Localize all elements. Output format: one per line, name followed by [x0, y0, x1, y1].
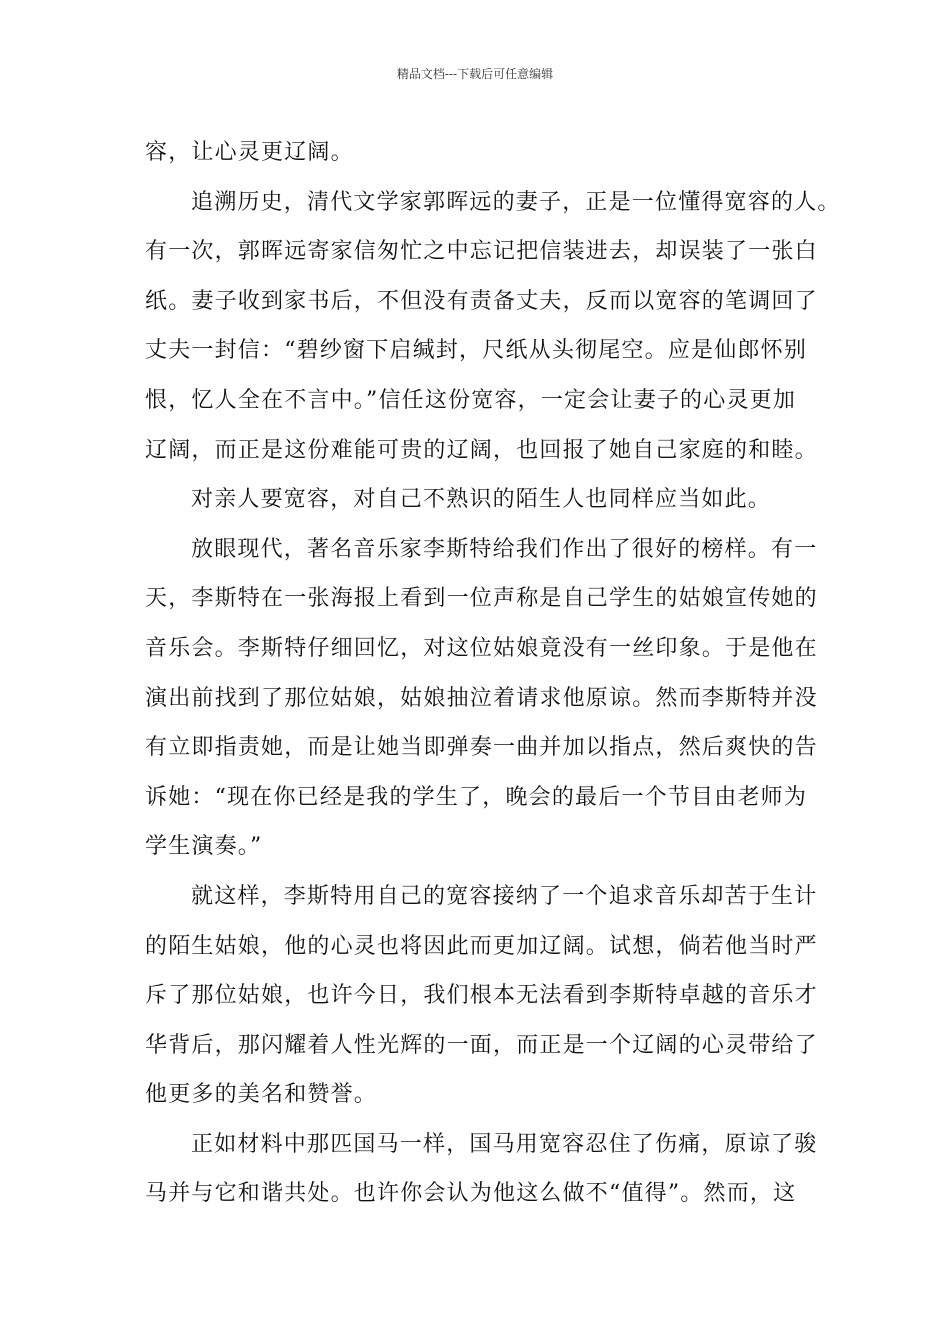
text-line: 辽阔，而正是这份难能可贵的辽阔，也回报了她自己家庭的和睦。: [145, 437, 818, 463]
text-line: 纸。妻子收到家书后，不但没有责备丈夫，反而以宽容的笔调回了: [145, 288, 818, 314]
text-line: 就这样，李斯特用自己的宽容接纳了一个追求音乐却苦于生计: [191, 883, 818, 909]
text-line: 演出前找到了那位姑娘，姑娘抽泣着请求他原谅。然而李斯特并没: [145, 685, 818, 711]
text-line: 容，让心灵更辽阔。: [145, 140, 354, 165]
text-line: 音乐会。李斯特仔细回忆，对这位姑娘竟没有一丝印象。于是他在: [145, 635, 818, 661]
text-line: 他更多的美名和赞誉。: [145, 1082, 378, 1108]
text-line: 天，李斯特在一张海报上看到一位声称是自己学生的姑娘宣传她的: [145, 586, 818, 612]
text-line: 华背后，那闪耀着人性光辉的一面，而正是一个辽阔的心灵带给了: [145, 1032, 818, 1058]
text-line: 马并与它和谐共处。也许你会认为他这么做不“值得”。然而，这: [145, 1181, 797, 1207]
text-line: 正如材料中那匹国马一样，国马用宽容忍住了伤痛，原谅了骏: [191, 1131, 818, 1157]
text-line: 有一次，郭晖远寄家信匆忙之中忘记把信装进去，却误装了一张白: [145, 239, 818, 265]
text-line: 恨，忆人全在不言中。”信任这份宽容，一定会让妻子的心灵更加: [145, 387, 797, 413]
text-line: 学生演奏。”: [145, 834, 263, 860]
text-line: 斥了那位姑娘，也许今日，我们根本无法看到李斯特卓越的音乐才: [145, 983, 818, 1009]
document-body: [145, 128, 841, 1219]
text-line: 丈夫一封信：“碧纱窗下启缄封，尺纸从头彻尾空。应是仙郎怀别: [145, 338, 808, 364]
text-line: 追溯历史，清代文学家郭晖远的妻子，正是一位懂得宽容的人。: [191, 189, 841, 215]
text-line: 放眼现代，著名音乐家李斯特给我们作出了很好的榜样。有一: [191, 536, 818, 562]
text-line: 有立即指责她，而是让她当即弹奏一曲并加以指点，然后爽快的告: [145, 735, 818, 761]
text-line: 的陌生姑娘，他的心灵也将因此而更加辽阔。试想，倘若他当时严: [145, 933, 818, 959]
text-line: 对亲人要宽容，对自己不熟识的陌生人也同样应当如此。: [191, 487, 772, 513]
text-line: 诉她：“现在你已经是我的学生了，晚会的最后一个节目由老师为: [145, 784, 808, 810]
page-header: 精品文档---下载后可任意编辑: [396, 67, 554, 81]
